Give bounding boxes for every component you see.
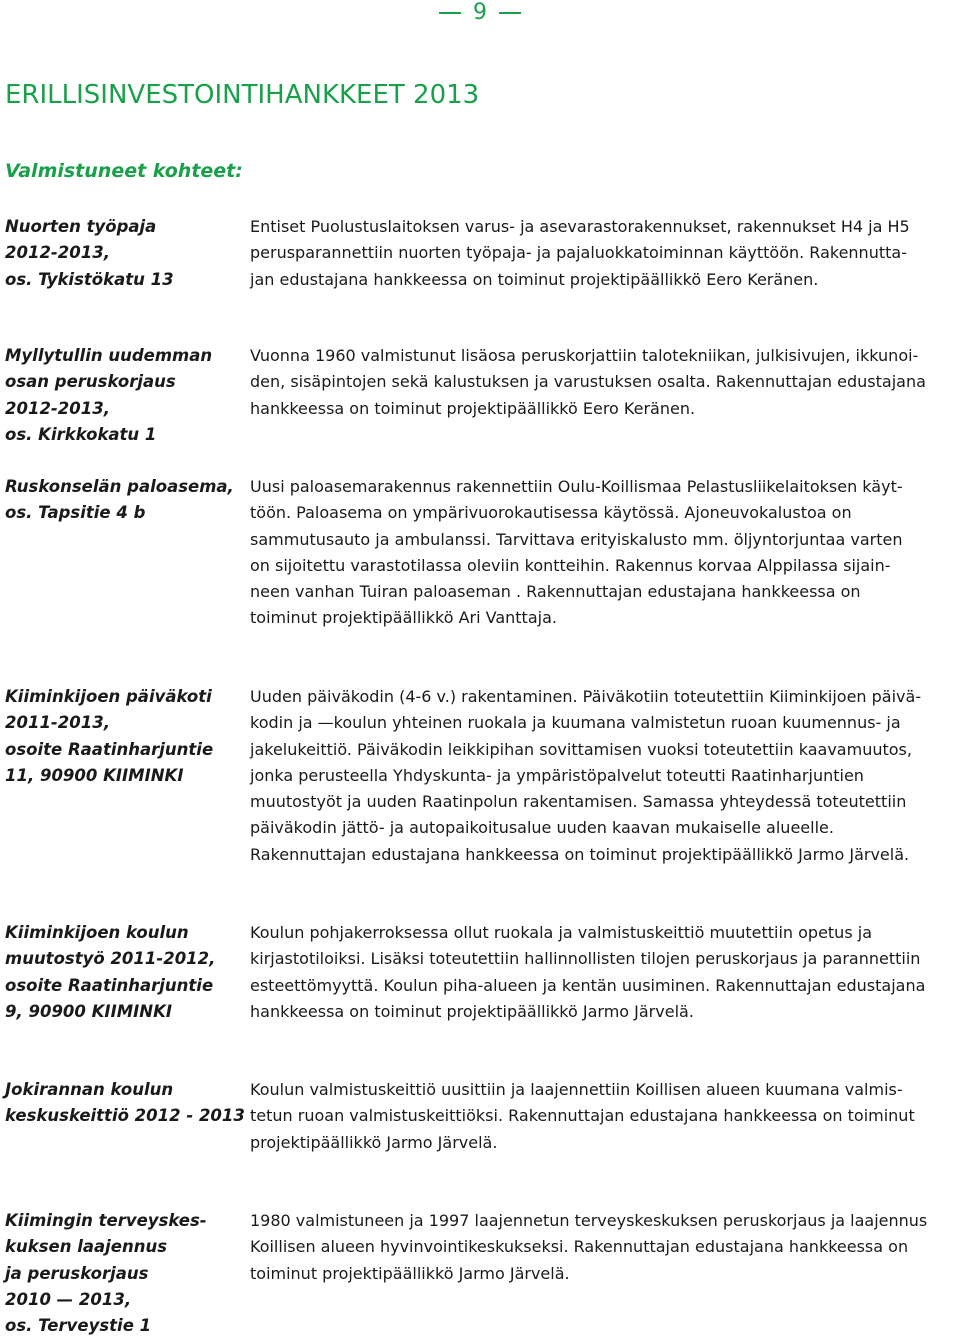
project-description bbox=[250, 920, 960, 1025]
project-title-line: os. Tapsitie 4 b bbox=[5, 503, 146, 523]
project-title-line: os. Terveystie 1 bbox=[5, 1316, 152, 1336]
project-description bbox=[250, 1077, 960, 1156]
project-description-line: Koulun valmistuskeittiö uusittiin ja laajennettiin Koillisen alueen kuumana valmis- bbox=[250, 1080, 903, 1099]
project-title-line: Jokirannan koulun bbox=[5, 1080, 174, 1099]
project-description-line: esteettömyyttä. Koulun piha-alueen ja kentän uusiminen. Rakennuttajan edustajana bbox=[250, 975, 926, 995]
project-title-line: os. Tykistökatu 13 bbox=[5, 269, 174, 289]
project-description-line: on sijoitettu varastotilassa oleviin kontteihin. Rakennus korvaa Alppilassa sijain- bbox=[250, 555, 891, 575]
project-description-line: neen vanhan Tuiran paloaseman . Rakennuttajan edustajana hankkeessa on bbox=[250, 582, 861, 602]
page-number bbox=[0, 0, 960, 26]
page-number-value: 9 bbox=[473, 0, 487, 25]
project-title-line: 2010 — 2013, bbox=[5, 1289, 132, 1309]
project-description-line: projektipäällikkö Jarmo Järvelä. bbox=[250, 1132, 498, 1152]
project-title-line: osoite Raatinharjuntie bbox=[5, 975, 214, 995]
project-description-line: toiminut projektipäällikkö Ari Vanttaja. bbox=[250, 608, 557, 628]
project-description-line: kodin ja —koulun yhteinen ruokala ja kuumana valmistetun ruoan kuumennus- ja bbox=[250, 713, 901, 733]
project-title-line: Kiimingin terveyskes- bbox=[5, 1211, 207, 1230]
project-title-line: 2011-2013, bbox=[5, 713, 110, 733]
project-description-line: Uusi paloasemarakennus rakennettiin Oulu-Koillismaa Pelastusliikelaitoksen käyt- bbox=[250, 477, 903, 496]
project-description-line: jakelukeittiö. Päiväkodin leikkipihan sovittamisen vuoksi toteutettiin kaavamuutos, bbox=[250, 739, 912, 759]
project-title bbox=[5, 1077, 245, 1130]
project-title-line: osoite Raatinharjuntie bbox=[5, 739, 214, 759]
project-description bbox=[250, 1208, 960, 1287]
project-description-line: jan edustajana hankkeessa on toiminut projektipäällikkö Eero Keränen. bbox=[250, 269, 819, 289]
page-number-dash-left bbox=[439, 12, 461, 14]
project-title-line: Kiiminkijoen koulun bbox=[5, 923, 189, 942]
project-title-line: Myllytullin uudemman bbox=[5, 346, 213, 365]
project-description-line: hankkeessa on toiminut projektipäällikkö Jarmo Järvelä. bbox=[250, 1001, 694, 1021]
project-title-line: Kiiminkijoen päiväkoti bbox=[5, 687, 212, 706]
project-description-line: jonka perusteella Yhdyskunta- ja ympäristöpalvelut toteutti Raatinharjuntien bbox=[250, 765, 864, 785]
project-description-line: Uuden päiväkodin (4-6 v.) rakentaminen. Päiväkotiin toteutettiin Kiiminkijoen päivä- bbox=[250, 687, 922, 706]
project-description-line: tetun ruoan valmistuskeittiöksi. Rakennuttajan edustajana hankkeessa on toiminut bbox=[250, 1106, 915, 1126]
project-description bbox=[250, 684, 960, 868]
project-title-line: ja peruskorjaus bbox=[5, 1263, 149, 1283]
project-description-line: 1980 valmistuneen ja 1997 laajennetun terveyskeskuksen peruskorjaus ja laajennus bbox=[250, 1211, 928, 1230]
page-number-dash-right bbox=[499, 12, 521, 14]
project-title-line: 11, 90900 KIIMINKI bbox=[5, 765, 184, 785]
project-title bbox=[5, 214, 235, 293]
project-description-line: kirjastotiloiksi. Lisäksi toteutettiin hallinnollisten tilojen peruskorjaus ja parannettiin bbox=[250, 949, 921, 969]
project-description-line: sammutusauto ja ambulanssi. Tarvittava erityiskalusto mm. öljyntorjuntaa varten bbox=[250, 529, 903, 549]
project-title-line: 9, 90900 KIIMINKI bbox=[5, 1001, 172, 1021]
project-title-line: osan peruskorjaus bbox=[5, 372, 176, 392]
project-description-line: perusparannettiin nuorten työpaja- ja pajaluokkatoiminnan käyttöön. Rakennutta- bbox=[250, 243, 907, 263]
project-title-line: kuksen laajennus bbox=[5, 1237, 168, 1257]
project-description-line: toiminut projektipäällikkö Jarmo Järvelä. bbox=[250, 1263, 570, 1283]
project-title bbox=[5, 343, 235, 448]
project-title-line: Ruskonselän paloasema, bbox=[5, 477, 234, 496]
project-title-line: keskuskeittiö 2012 - 2013 bbox=[5, 1106, 245, 1126]
project-title-line: os. Kirkkokatu 1 bbox=[5, 424, 157, 444]
project-description-line: muutostyöt ja uuden Raatinpolun rakentamisen. Samassa yhteydessä toteutettiin bbox=[250, 792, 907, 812]
project-description-line: Koulun pohjakerroksessa ollut ruokala ja valmistuskeittiö muutettiin opetus ja bbox=[250, 923, 872, 942]
project-description-line: päiväkodin jättö- ja autopaikoitusalue uuden kaavan mukaiselle alueelle. bbox=[250, 818, 834, 838]
project-title bbox=[5, 684, 235, 789]
project-description-line: Entiset Puolustuslaitoksen varus- ja asevarastorakennukset, rakennukset H4 ja H5 bbox=[250, 217, 910, 236]
section-subheading: Valmistuneet kohteet: bbox=[5, 160, 243, 182]
project-description-line: Rakennuttajan edustajana hankkeessa on toiminut projektipäällikkö Jarmo Järvelä. bbox=[250, 844, 910, 864]
project-title bbox=[5, 920, 235, 1025]
project-title-line: 2012-2013, bbox=[5, 243, 110, 263]
project-title bbox=[5, 1208, 235, 1339]
project-title bbox=[5, 474, 235, 527]
project-title-line: muutostyö 2011-2012, bbox=[5, 949, 216, 969]
project-description bbox=[250, 474, 960, 632]
project-description bbox=[250, 214, 960, 293]
project-description-line: den, sisäpintojen sekä kalustuksen ja varustuksen osalta. Rakennuttajan edustajana bbox=[250, 372, 926, 392]
project-title-line: Nuorten työpaja bbox=[5, 217, 157, 236]
project-description-line: Vuonna 1960 valmistunut lisäosa peruskorjattiin talotekniikan, julkisivujen, ikkunoi- bbox=[250, 346, 919, 365]
page-heading: ERILLISINVESTOINTIHANKKEET 2013 bbox=[5, 80, 480, 110]
project-description-line: hankkeessa on toiminut projektipäällikkö Eero Keränen. bbox=[250, 398, 696, 418]
project-description bbox=[250, 343, 960, 422]
project-description-line: töön. Paloasema on ympärivuorokautisessa käytössä. Ajoneuvokalustoa on bbox=[250, 503, 852, 523]
project-description-line: Koillisen alueen hyvinvointikeskukseksi. Rakennuttajan edustajana hankkeessa on bbox=[250, 1237, 909, 1257]
project-title-line: 2012-2013, bbox=[5, 398, 110, 418]
